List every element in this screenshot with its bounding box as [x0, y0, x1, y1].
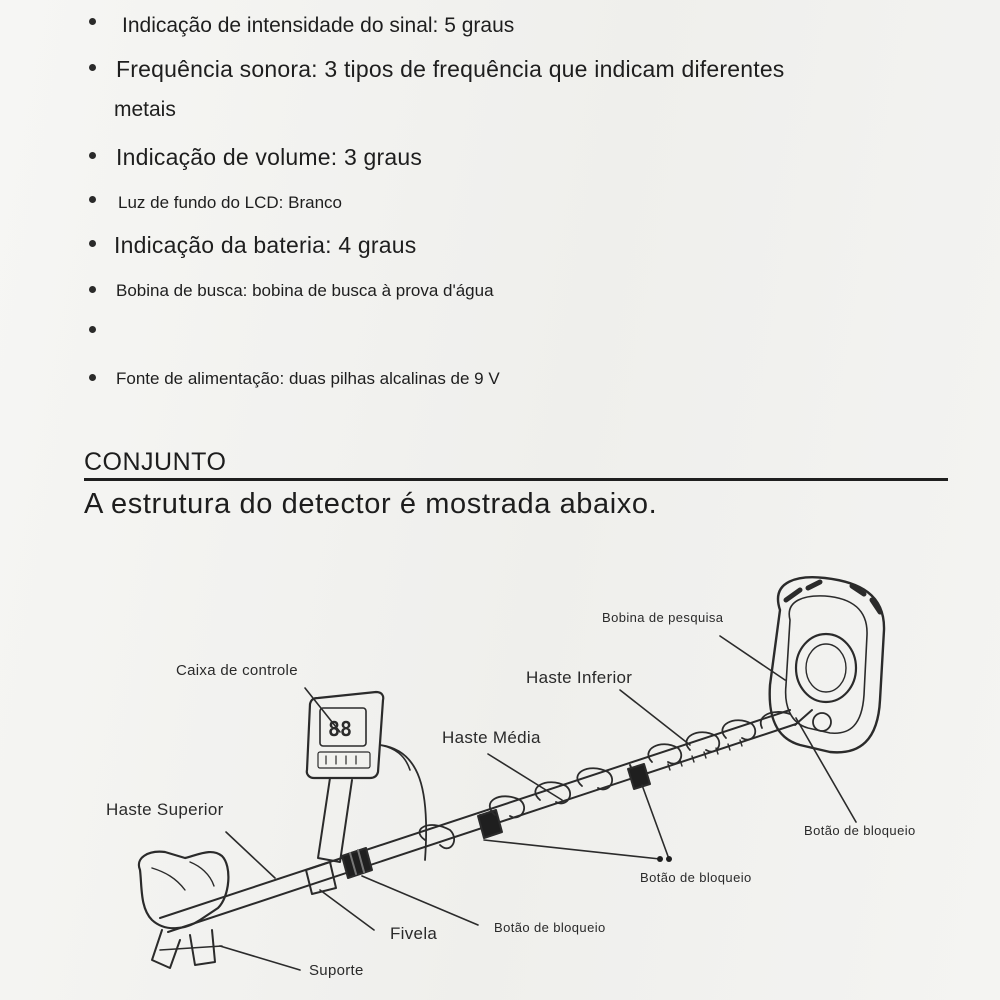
label-control-box: Caixa de controle [176, 662, 298, 679]
label-upper-shaft: Haste Superior [106, 800, 224, 819]
bullet-icon [89, 18, 96, 25]
spec-text: Indicação de intensidade do sinal: 5 graus [122, 14, 515, 37]
upper-lock-knob [342, 848, 372, 878]
bullet-icon [89, 152, 96, 159]
label-search-coil: Bobina de pesquisa [602, 610, 724, 625]
middle-lock-knob [478, 810, 502, 838]
label-middle-shaft: Haste Média [442, 728, 541, 747]
spec-text: Bobina de busca: bobina de busca à prova d'água [116, 281, 494, 300]
spec-text: Indicação de volume: 3 graus [116, 144, 423, 170]
detector-diagram [0, 540, 1000, 1000]
bullet-icon [89, 374, 96, 381]
control-box [307, 692, 410, 862]
lower-lock-knob [628, 764, 650, 789]
spec-text: Fonte de alimentação: duas pilhas alcalinas de 9 V [116, 369, 500, 388]
section-subtitle: A estrutura do detector é mostrada abaixo. [84, 488, 658, 520]
spec-text: Indicação da bateria: 4 graus [114, 232, 417, 258]
leader-dots [657, 856, 672, 862]
lcd-reading: 88 [328, 717, 353, 741]
spec-text: Frequência sonora: 3 tipos de frequência que indicam diferentes [116, 56, 785, 82]
bullet-icon [89, 240, 96, 247]
bullet-icon [89, 326, 96, 333]
label-lower-shaft: Haste Inferior [526, 668, 633, 687]
section-title: CONJUNTO [84, 448, 227, 476]
spec-text: metais [114, 98, 176, 121]
spec-text: Luz de fundo do LCD: Branco [118, 193, 342, 212]
label-buckle: Fivela [390, 924, 438, 943]
adjustment-holes [668, 740, 742, 770]
label-lock-knob-bottom: Botão de bloqueio [494, 920, 606, 935]
label-lock-knob-right: Botão de bloqueio [804, 823, 916, 838]
label-support: Suporte [309, 962, 364, 979]
bullet-icon [89, 64, 96, 71]
bullet-icon [89, 196, 96, 203]
section-divider [84, 478, 948, 481]
label-lock-knob-middle: Botão de bloqueio [640, 870, 752, 885]
bullet-icon [89, 286, 96, 293]
